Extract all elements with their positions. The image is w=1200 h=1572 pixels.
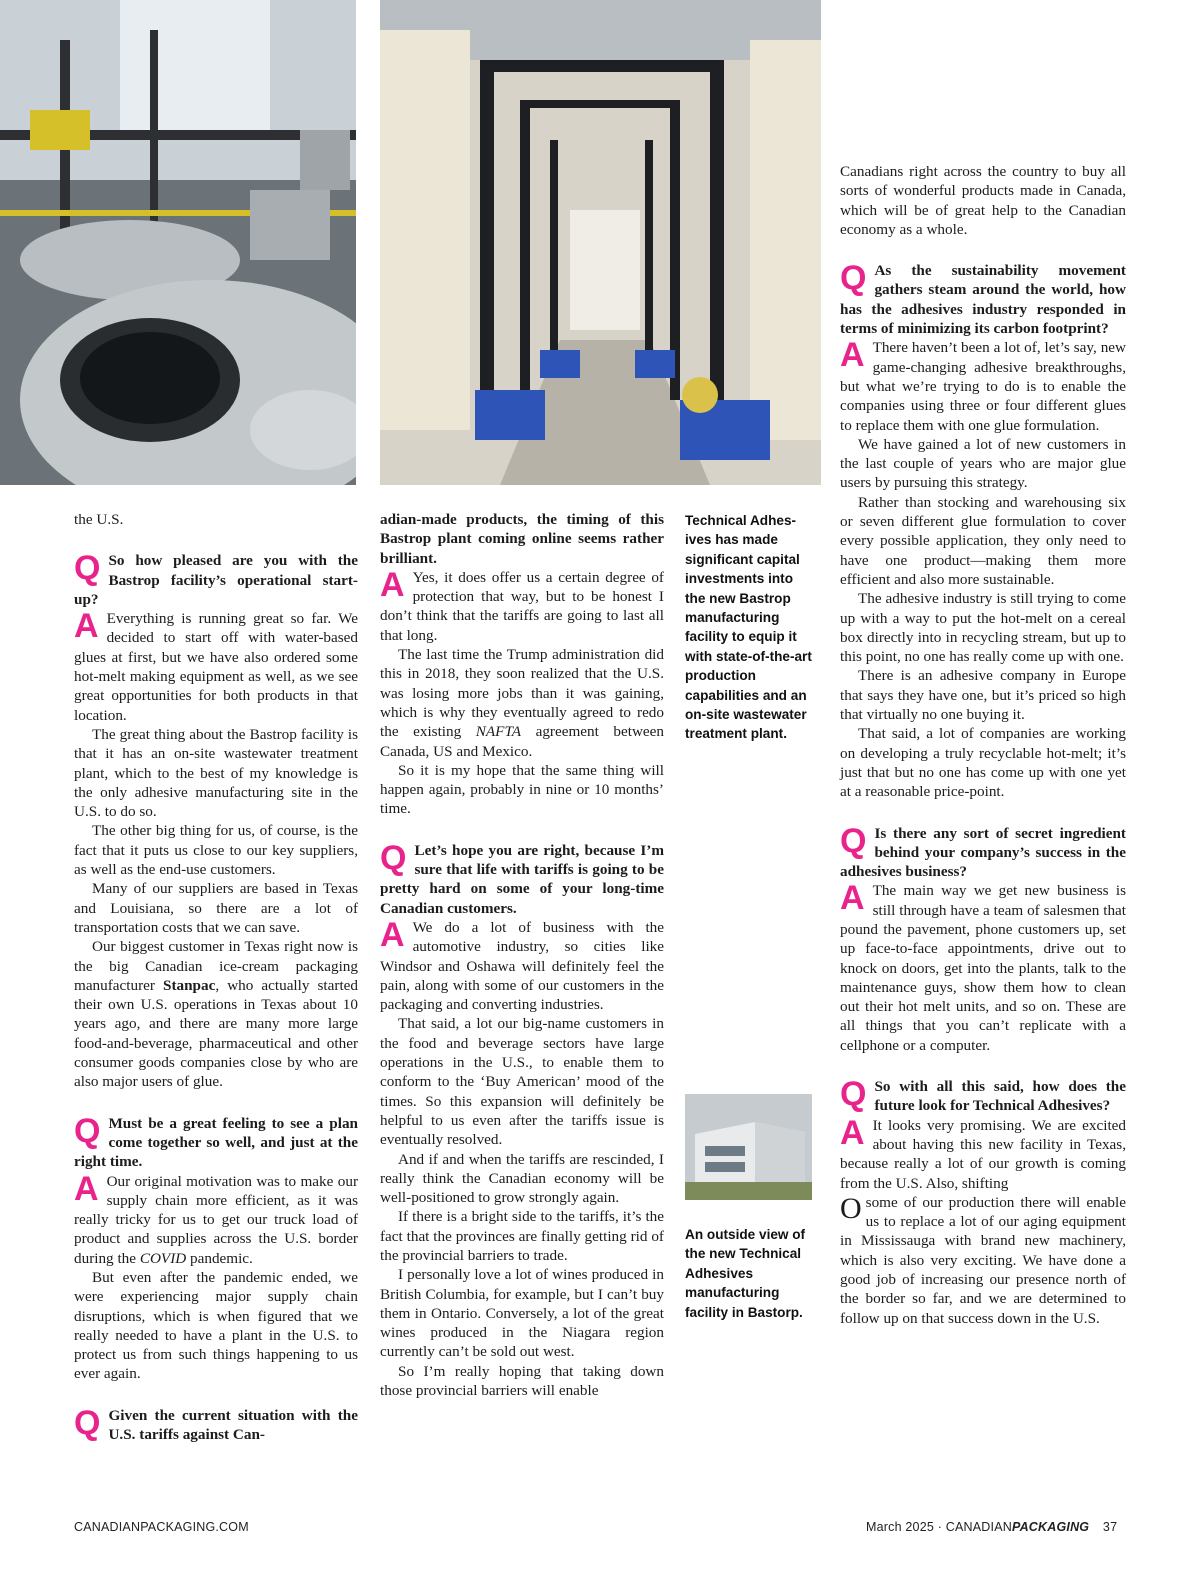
a-marker: A (380, 915, 405, 954)
question-4: Q Let’s hope you are right, because I’m sure that life with tariffs is going to be pretty hard on some of your long-time Canadian customers. (380, 838, 664, 917)
answer-5-para: That said, a lot of companies are working on developing a truly recyclable hot-melt; it’s just that but no one has come up with one yet at a reasonable price-point. (840, 725, 1126, 801)
answer-5-para: There is an adhesive company in Europe that says they have one, but it’s priced so high that virtually no one buying it. (840, 667, 1126, 724)
answer-5-para: Rather than stocking and warehousing six or seven different glue formulation to cover every possible application, they only need to have one product—making them more efficient and also more sustainable. (840, 493, 1126, 588)
footer-date: March 2025 (866, 1520, 935, 1534)
footer-brand: CANADIANPACKAGING (945, 1520, 1090, 1534)
column-2 (380, 510, 664, 1400)
page-number: 37 (1102, 1520, 1118, 1534)
column-1 (74, 510, 358, 1444)
col1-lead: the U.S. (74, 511, 124, 528)
question-6: Q Is there any sort of secret ingredient behind your company’s success in the adhesives business? (840, 821, 1126, 881)
pump-room-photo (380, 0, 821, 485)
building-photo (685, 1094, 812, 1200)
question-1: Q So how pleased are you with the Bastrop facility’s operational start-up? (74, 549, 358, 608)
q-marker: Q (380, 838, 407, 877)
answer-5-para: We have gained a lot of new customers in the last couple of years who are major glue users by pursuing this strategy. (840, 435, 1126, 492)
answer-5: A There haven’t been a lot of, let’s say, new game-changing adhesive breakthroughs, but what we’re trying to do is to enable the companies using three or four different glues to replace them with one glue formulation. (840, 336, 1126, 434)
footer-site: CANADIANPACKAGING.COM (74, 1520, 249, 1534)
a-marker: A (380, 565, 405, 604)
answer-4: A We do a lot of business with the automotive industry, so cities like Windsor and Oshawa will definitely feel the pain, along with some of our customers in the packaging and converting industries. (380, 915, 664, 1014)
answer-4-para: And if and when the tariffs are rescinded, I really think the Canadian economy will be well-positioned to grow strongly again. (380, 1150, 664, 1207)
column-4 (840, 162, 1126, 1328)
answer-4-para: So I’m really hoping that taking down those provincial barriers will enable (380, 1362, 664, 1400)
answer-3-para: The last time the Trump administration did this in 2018, they soon realized that the U.S. was losing more jobs than it was gaining, which is why they eventually agreed to redo the existing NAFTA agreement between Canada, US and Mexico. (380, 646, 664, 760)
answer-1: A Everything is running great so far. We decided to start off with water-based glues at first, but we have also ordered some hot-melt making equipment as well, as we see great opportunities for both products in that location. (74, 607, 358, 724)
question-3-cont: adian-made products, the timing of this Bastrop plant coming online seems rather brilliant. (380, 511, 664, 567)
answer-1-para: Many of our suppliers are based in Texas and Louisiana, so there are a lot of transportation costs that we can save. (74, 880, 358, 936)
a-marker: A (840, 336, 865, 375)
q-marker: Q (840, 259, 867, 298)
answer-6: A The main way we get new business is still through have a team of salesmen that pound the pavement, phone customers up, set up face-to-face appointments, drive out to knock on doors, get into the plants, talk to the maintenance guys, show them how to clean out their hot melt units, and so on. These are all things that you can’t replicate with a cellphone or a computer. (840, 879, 1126, 1054)
footer-right (866, 1520, 1117, 1534)
mixing-tank-photo (0, 0, 356, 485)
footer-separator: · (937, 1520, 943, 1534)
answer-7-cont: Osome of our production there will enable us to replace a lot of our aging equipment in Mississauga with brand new machinery, which is also very exciting. We have done a good job of increasing our presence north of the border so far, and we are determined to follow up on that success down in the U.S. (840, 1191, 1126, 1327)
answer-7: A It looks very promising. We are excited about having this new facility in Texas, because really a lot of our growth is coming from the U.S. Also, shifting (840, 1113, 1126, 1192)
q-marker: Q (74, 549, 101, 588)
q-marker: Q (840, 1075, 867, 1114)
col4-lead: Canadians right across the country to buy all sorts of wonderful products made in Canada, which will be of great help to the Canadian economy as a whole. (840, 163, 1126, 238)
q-marker: Q (840, 821, 867, 860)
answer-1-para: The other big thing for us, of course, is the fact that it puts us close to our key suppliers, as well as the end-use customers. (74, 822, 358, 879)
answer-2-para: But even after the pandemic ended, we were experiencing major supply chain disruptions, which is when figured that we really needed to have a plant in the U.S. to protect us from such things happening to us ever again. (74, 1268, 358, 1383)
a-marker: A (74, 1169, 99, 1208)
answer-3: A Yes, it does offer us a certain degree of protection that way, but to be honest I don’t think that the tariffs are going to last all that long. (380, 565, 664, 644)
question-2: Q Must be a great feeling to see a plan come together so well, and just at the right time. (74, 1111, 358, 1171)
answer-1-para: Our biggest customer in Texas right now is the big Canadian ice-cream packaging manufacturer Stanpac, who actually started their own U.S. operations in Texas about 10 years ago, and there are many more large food-and-beverage, pharmaceutical and other consumer goods companies close by who are also major users of glue. (74, 938, 359, 1091)
answer-4-para: That said, a lot our big-name customers in the food and beverage sectors have large operations in the U.S., to enable them to conform to the ‘Buy American’ mood of the times. So this expansion will definitely be helpful to us even after the tariffs issue is eventually resolved. (380, 1015, 664, 1149)
answer-4-para: I personally love a lot of wines produced in British Columbia, for example, but I can’t buy them in Ontario. Conversely, a lot of the great wines produced in the Niagara region currently can’t be sold out west. (380, 1266, 664, 1361)
a-marker: A (74, 607, 99, 646)
o-marker: O (840, 1191, 862, 1225)
question-5: Q As the sustainability movement gathers steam around the world, how has the adhesives industry responded in terms of minimizing its carbon footprint? (840, 259, 1126, 338)
stanpac-name: Stanpac (163, 976, 216, 994)
question-7: Q So with all this said, how does the future look for Technical Adhesives? (840, 1075, 1126, 1115)
question-3: Q Given the current situation with the U.S. tariffs against Can- (74, 1403, 358, 1444)
answer-3-para: So it is my hope that the same thing will happen again, probably in nine or 10 months’ time. (380, 761, 664, 818)
main-caption: Technical Adhes-ives has made significant capital investments into the new Bastrop manufacturing facility to equip it with state-of-the-art production capabilities and an on-site wastewater treatment plant. (685, 513, 812, 742)
a-marker: A (840, 1113, 865, 1152)
a-marker: A (840, 879, 865, 918)
answer-4-para: If there is a bright side to the tariffs, it’s the fact that the provinces are finally getting rid of the provincial barriers to trade. (380, 1208, 664, 1264)
answer-1-para: The great thing about the Bastrop facility is that it has an on-site wastewater treatment plant, which to the best of my knowledge is the only adhesive manufacturing site in the U.S. to do so. (74, 725, 358, 821)
q-marker: Q (74, 1111, 101, 1150)
answer-2: A Our original motivation was to make our supply chain more efficient, as it was really tricky for us to get our truck load of product and supplies across the U.S. border during the COVID pandemic. (74, 1169, 358, 1267)
building-caption: An outside view of the new Technical Adhesives manufacturing facility in Bastorp. (685, 1227, 806, 1320)
answer-5-para: The adhesive industry is still trying to come up with a way to put the hot-melt on a cereal box directly into in recycling stream, but up to this point, no one has really come up with one. (840, 590, 1126, 666)
q-marker: Q (74, 1403, 101, 1442)
